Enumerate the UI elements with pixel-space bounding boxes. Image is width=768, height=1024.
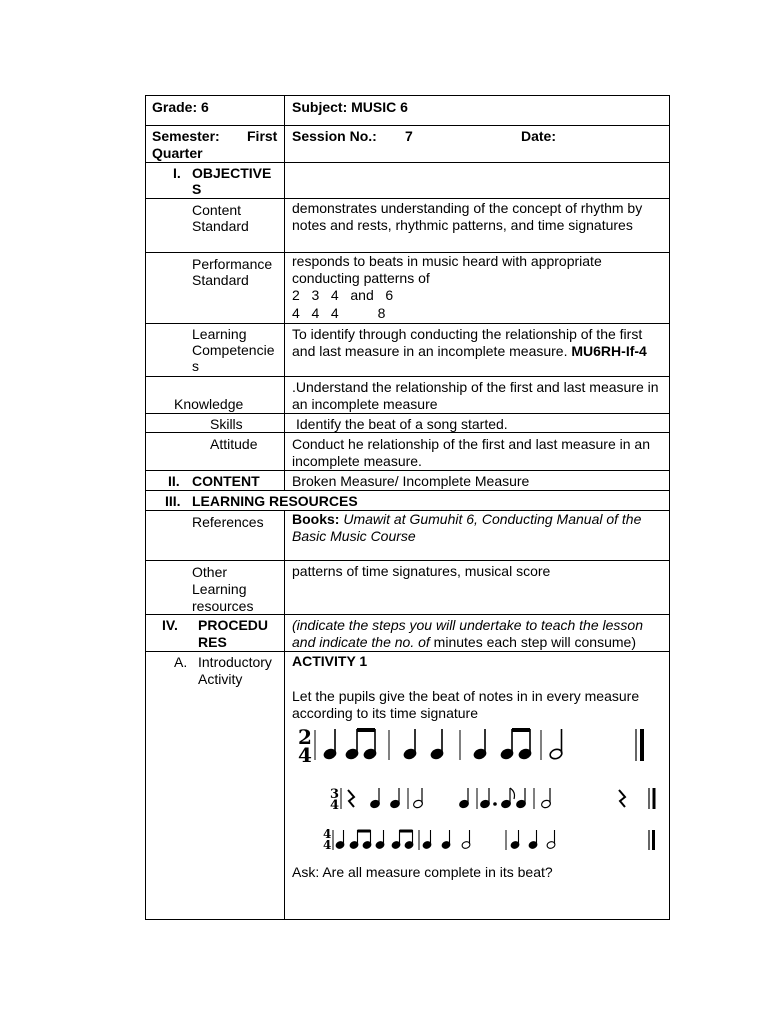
activity-instruction: according to its time signature xyxy=(292,705,478,721)
time-signature-2-4-bottom: 4 xyxy=(298,743,312,767)
knowledge-line: an incomplete measure xyxy=(292,396,438,412)
time-signature-numerators: 2 3 4 and 6 xyxy=(292,287,394,303)
subject-label: Subject: MUSIC 6 xyxy=(292,99,408,115)
rhythm-row-2-4 xyxy=(298,725,642,767)
objectives-title: OBJECTIVE xyxy=(192,165,272,181)
content-standard-line: demonstrates understanding of the concept of rhythm by xyxy=(292,200,643,216)
activity-title: ACTIVITY 1 xyxy=(292,653,368,669)
session-number: 7 xyxy=(405,128,413,144)
procedures-title: PROCEDU xyxy=(198,617,269,633)
time-signature-3-4-bottom: 4 xyxy=(330,798,340,813)
quarter-label: Quarter xyxy=(152,145,203,161)
books-label: Books: xyxy=(292,511,340,527)
procedures-title-cont: RES xyxy=(198,634,227,650)
performance-standard-line: conducting patterns of xyxy=(292,270,430,286)
attitude-line: Conduct he relationship of the first and last measure in an xyxy=(292,436,650,452)
grade-label: Grade: 6 xyxy=(152,99,209,115)
time-signature-3-4-top: 3 xyxy=(330,787,340,802)
references-line: Basic Music Course xyxy=(292,528,416,544)
content-standard-label-cont: Standard xyxy=(192,218,249,234)
intro-letter: A. xyxy=(174,654,188,670)
attitude-line: incomplete measure. xyxy=(292,453,422,469)
activity-question: Ask: Are all measure complete in its beat? xyxy=(292,864,553,880)
performance-standard-label-cont: Standard xyxy=(192,272,249,288)
activity-instruction: Let the pupils give the beat of notes in in every measure xyxy=(292,688,640,704)
other-resources-label-cont: Learning xyxy=(192,581,247,597)
time-signature-2-4-top: 2 xyxy=(298,725,312,749)
time-signature-denominators: 4 4 4 8 xyxy=(292,305,386,321)
references-label: References xyxy=(192,514,264,530)
rhythm-row-4-4 xyxy=(323,827,654,852)
rhythm-exercise xyxy=(285,720,669,860)
performance-standard-line: responds to beats in music heard with appropriate xyxy=(292,253,602,269)
learning-competency-line: To identify through conducting the relationship of the first xyxy=(292,326,643,342)
resources-number: III. xyxy=(165,493,181,509)
objectives-number: I. xyxy=(173,165,181,181)
content-text: Broken Measure/ Incomplete Measure xyxy=(292,473,530,489)
procedures-note: and indicate the no. of minutes each step will consume) xyxy=(292,634,636,650)
knowledge-label: Knowledge xyxy=(174,396,244,412)
attitude-label: Attitude xyxy=(210,436,258,452)
semester-label: Semester: xyxy=(152,128,220,144)
procedures-note: (indicate the steps you will undertake to teach the lesson xyxy=(292,617,643,633)
other-resources-label-cont: resources xyxy=(192,598,254,614)
learning-competencies-label-cont: s xyxy=(192,358,199,374)
content-standard-label: Content xyxy=(192,202,242,218)
performance-standard-label: Performance xyxy=(192,256,273,272)
content-title: CONTENT xyxy=(192,473,260,489)
competency-code: MU6RH-If-4 xyxy=(571,343,647,359)
date-label: Date: xyxy=(521,128,557,144)
learning-competencies-label: Learning xyxy=(192,326,247,342)
time-signature-4-4-top: 4 xyxy=(323,827,332,841)
other-resources-text: patterns of time signatures, musical score xyxy=(292,563,551,579)
references-line: Books: Umawit at Gumuhit 6, Conducting Manual of the xyxy=(292,511,642,527)
procedures-number: IV. xyxy=(162,617,178,633)
time-signature-4-4-bottom: 4 xyxy=(323,838,332,852)
learning-competency-line: and last measure in an incomplete measure. MU6RH-If-4 xyxy=(292,343,647,359)
content-number: II. xyxy=(168,473,180,489)
knowledge-line: .Understand the relationship of the first and last measure in xyxy=(292,379,659,395)
skills-text: Identify the beat of a song started. xyxy=(296,416,508,432)
skills-label: Skills xyxy=(210,416,243,432)
resources-title: LEARNING RESOURCES xyxy=(192,493,358,509)
rhythm-row-3-4 xyxy=(330,787,654,813)
learning-competencies-label-cont: Competencie xyxy=(192,342,275,358)
intro-label-cont: Activity xyxy=(198,671,243,687)
session-label: Session No.: xyxy=(292,128,377,144)
semester-value: First xyxy=(247,128,278,144)
content-standard-line: notes and rests, rhythmic patterns, and time signatures xyxy=(292,217,633,233)
other-resources-label: Other xyxy=(192,564,228,580)
objectives-title-cont: S xyxy=(192,181,202,197)
intro-label: Introductory xyxy=(198,654,272,670)
